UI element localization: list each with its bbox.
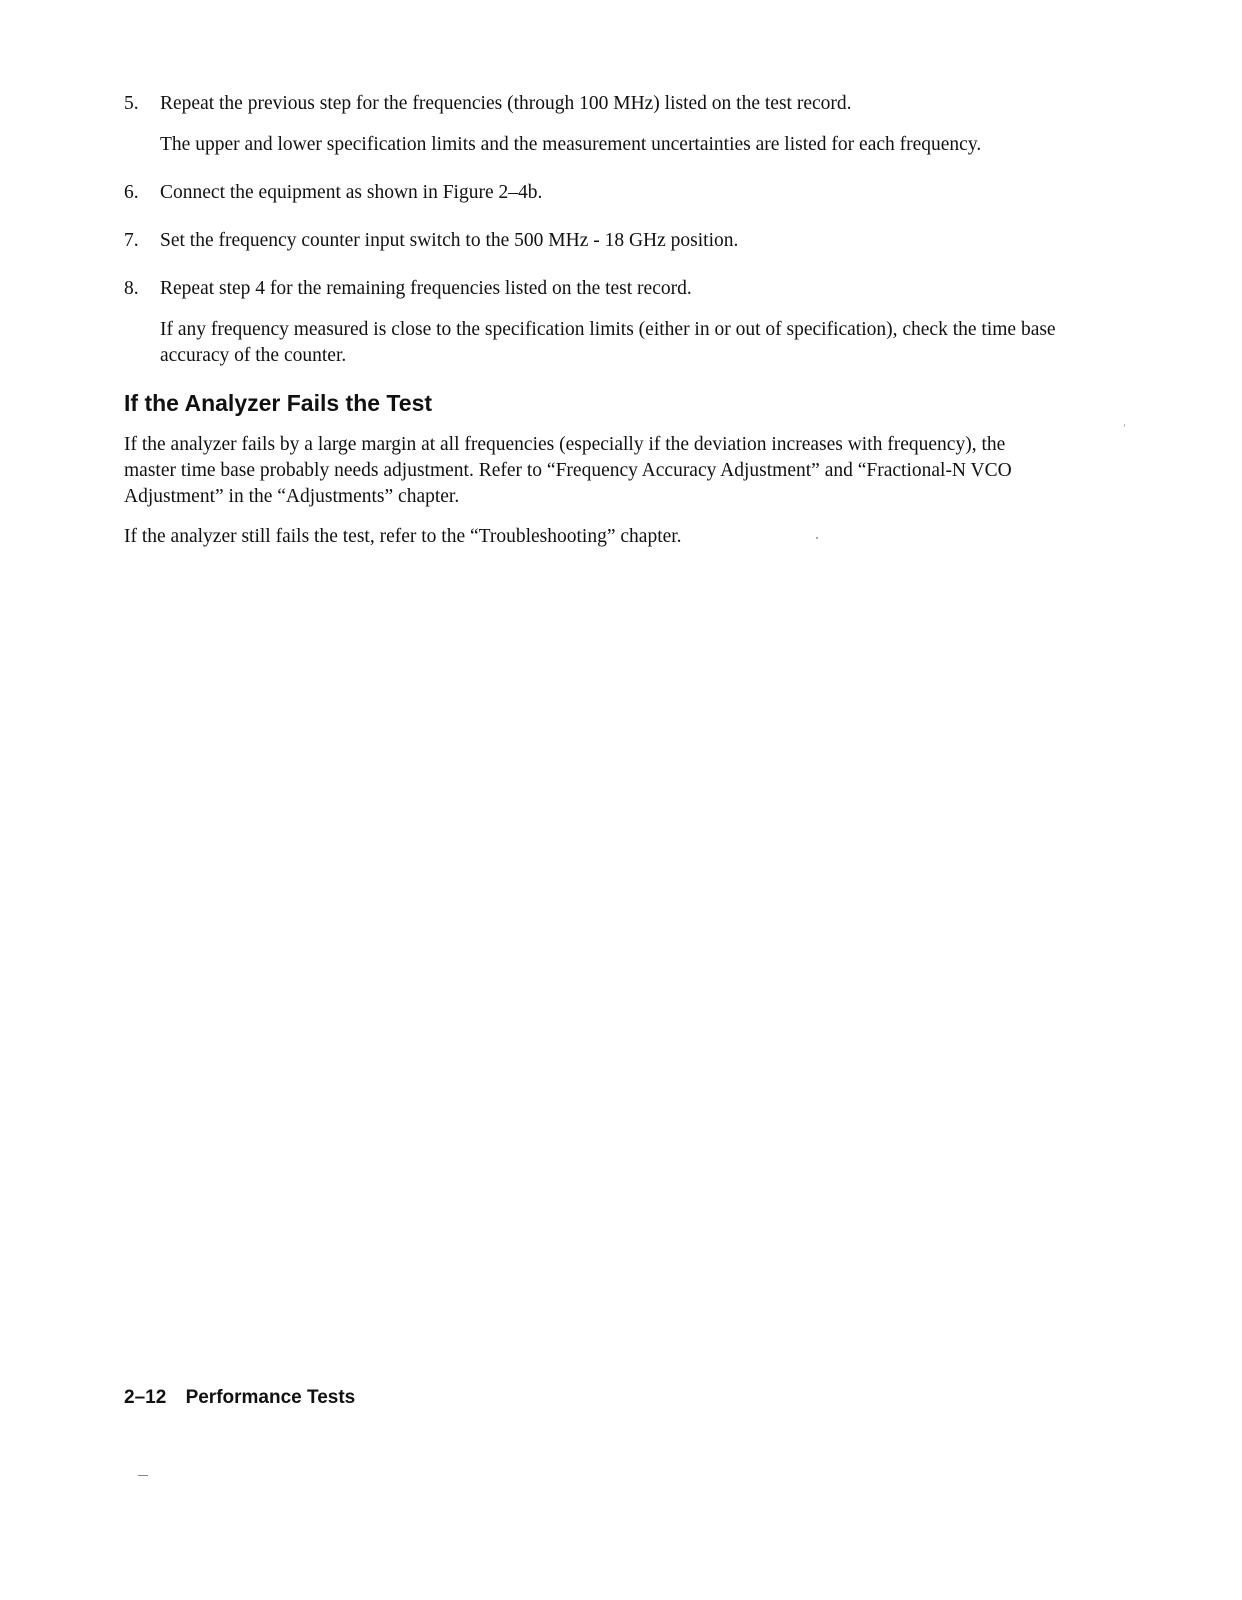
section-paragraph-1: If the analyzer fails by a large margin at all frequencies (especially if the deviation increases with frequency), the master time base probably needs adjustment. Refer to “Frequency Accuracy Adjustment” and “Fractional-N VCO Adjustment” in the “Adjustments” chapter.: [124, 434, 1012, 507]
footer-section-title: Performance Tests: [185, 1387, 356, 1408]
scan-artifact: [138, 1475, 148, 1476]
step-8-note: If any frequency measured is close to the specification limits (either in or out of specification), check the time base accuracy of the counter.: [160, 319, 1056, 366]
page-number: 2–12: [124, 1387, 167, 1408]
step-number: 8.: [124, 278, 139, 299]
section-heading: If the Analyzer Fails the Test: [124, 390, 433, 416]
section-paragraph-2: If the analyzer still fails the test, refer to the “Troubleshooting” chapter.: [124, 526, 682, 547]
step-number: 6.: [124, 182, 139, 203]
step-text: Connect the equipment as shown in Figure 2–4b.: [160, 182, 543, 203]
scan-artifact: [816, 537, 818, 539]
scan-artifact: [1124, 424, 1125, 427]
step-text: Set the frequency counter input switch to the 500 MHz - 18 GHz position.: [160, 230, 739, 251]
page-footer: [124, 1385, 355, 1411]
step-text: Repeat step 4 for the remaining frequencies listed on the test record.: [160, 278, 692, 299]
step-number: 5.: [124, 93, 139, 114]
step-5-note: The upper and lower specification limits and the measurement uncertainties are listed for each frequency.: [160, 134, 982, 155]
step-number: 7.: [124, 230, 139, 251]
step-text: Repeat the previous step for the frequencies (through 100 MHz) listed on the test record.: [160, 93, 852, 114]
